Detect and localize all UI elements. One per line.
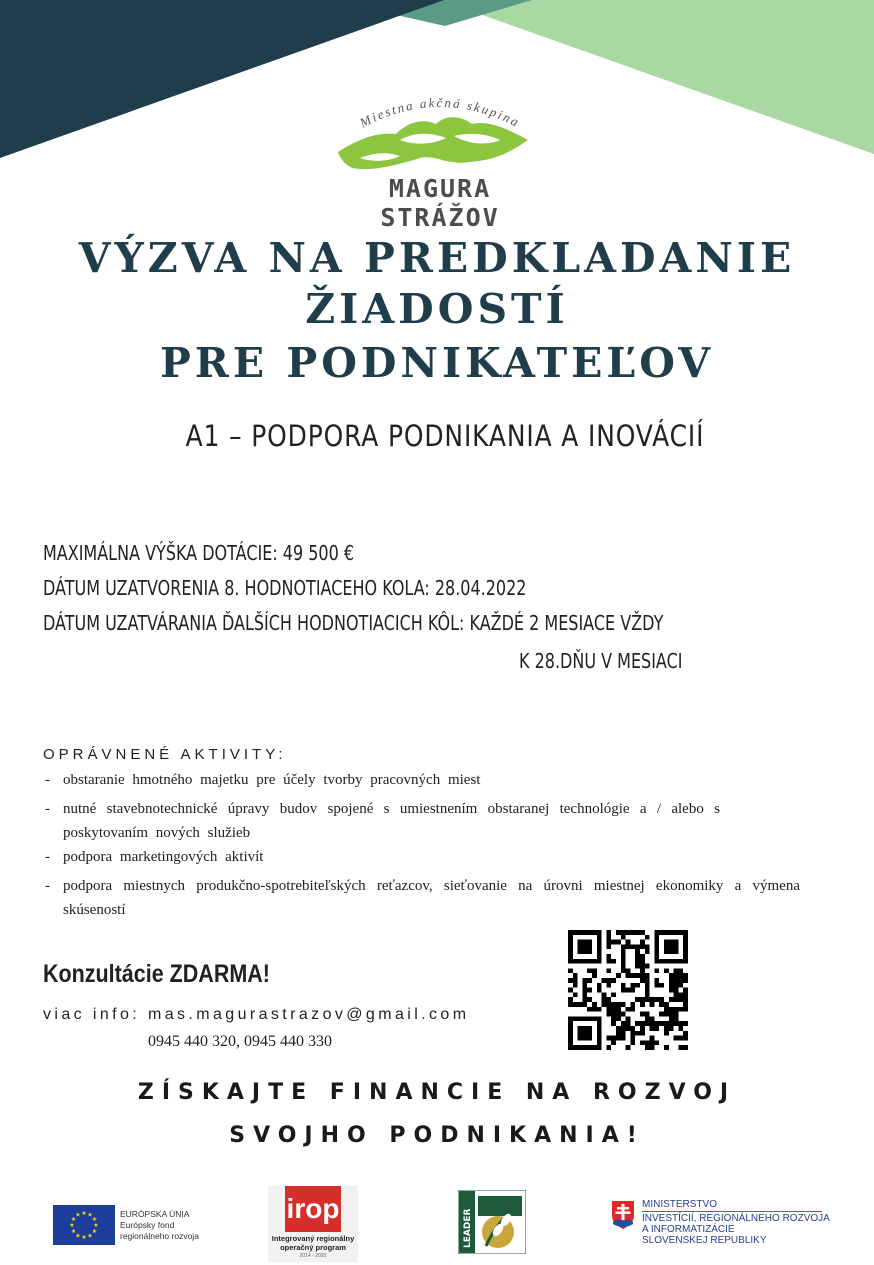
cta-line-2: SVOJHO PODNIKANIA! [229, 1123, 645, 1148]
page-title-line-2: ŽIADOSTÍ [305, 285, 569, 333]
irop-years: 2014 - 2020 [299, 1253, 327, 1259]
svg-text:★: ★ [81, 1210, 87, 1217]
ministry-divider [642, 1211, 822, 1212]
eu-stars-icon [53, 1205, 115, 1245]
logo-arc-text: Miestna akčná skupina [357, 94, 523, 131]
eu-line-1: EURÓPSKA ÚNIA [120, 1209, 190, 1219]
bullet-dash: - [45, 849, 50, 865]
eu-fund-text [120, 1209, 199, 1242]
eu-flag-logo [53, 1205, 115, 1245]
leader-icon [458, 1190, 526, 1254]
bullet-dash: - [45, 772, 50, 788]
page-title-line-3: PRE PODNIKATEĽOV [159, 339, 715, 387]
svg-text:★: ★ [81, 1234, 87, 1241]
activity-text: podpora miestnych produkčno-spotrebiteľských reťazcov, sieťovanie na úrovni miestnej ekonomiky a výmena skúseností [63, 878, 800, 918]
activity-item [45, 797, 720, 845]
irop-caption [268, 1234, 358, 1252]
activity-text: obstaranie hmotného majetku pre účely tvorby pracovných miest [63, 772, 481, 788]
svg-text:★: ★ [91, 1216, 98, 1223]
slovak-emblem-icon [611, 1200, 635, 1230]
program-subtitle: A1 – PODPORA PODNIKANIA A INOVÁCIÍ [185, 419, 705, 453]
activities-heading: OPRÁVNENÉ AKTIVITY: [43, 746, 287, 763]
contact-email-line: viac info: mas.magurastrazov@gmail.com [43, 1006, 470, 1023]
svg-text:★: ★ [87, 1232, 93, 1240]
consultation-heading: Konzultácie ZDARMA! [43, 960, 270, 988]
svg-text:★: ★ [93, 1222, 99, 1229]
svg-text:★: ★ [69, 1222, 75, 1229]
qr-code[interactable] [568, 930, 688, 1050]
closing-date: DÁTUM UZATVORENIA 8. HODNOTIACEHO KOLA: 28.04.2022 [43, 576, 527, 600]
ministry-line-2: INVESTÍCIÍ, REGIONÁLNEHO ROZVOJA [642, 1213, 830, 1224]
ministry-text [642, 1199, 830, 1246]
max-grant: MAXIMÁLNA VÝŠKA DOTÁCIE: 49 500 € [43, 541, 355, 565]
next-rounds-continued: K 28.DŇU V MESIACI [519, 649, 683, 673]
mountains-icon [330, 88, 550, 178]
svg-text:★: ★ [75, 1232, 81, 1240]
activity-item [45, 768, 805, 792]
contact-phones: 0945 440 320, 0945 440 330 [148, 1033, 332, 1050]
irop-mark: irop [285, 1186, 341, 1232]
bullet-dash: - [45, 801, 50, 817]
logo-name: MAGURA STRÁŽOV [380, 174, 500, 232]
svg-text:★: ★ [75, 1211, 81, 1219]
svg-text:★: ★ [70, 1216, 77, 1223]
svg-text:★: ★ [87, 1211, 93, 1219]
leader-logo [458, 1190, 526, 1254]
svg-text:★: ★ [70, 1228, 77, 1235]
mas-logo [330, 88, 550, 232]
ministry-line-4: SLOVENSKEJ REPUBLIKY [642, 1235, 767, 1246]
leader-text: LEADER [463, 1208, 473, 1248]
eu-line-2: Európsky fond [120, 1220, 175, 1230]
irop-line-2: operačný program [280, 1243, 346, 1252]
next-rounds: DÁTUM UZATVÁRANIA ĎALŠÍCH HODNOTIACICH KÔL: KAŽDÉ 2 MESIACE VŽDY [43, 611, 664, 635]
activity-item [45, 845, 805, 869]
page-title-line-1: VÝZVA NA PREDKLADANIE [78, 234, 796, 282]
eu-line-3: regionálneho rozvoja [120, 1231, 199, 1241]
irop-line-1: Integrovaný regionálny [271, 1234, 355, 1243]
irop-logo [268, 1186, 358, 1262]
cta-line-1: ZÍSKAJTE FINANCIE NA ROZVOJ [137, 1080, 737, 1105]
activity-item [45, 874, 800, 922]
bullet-dash: - [45, 878, 50, 894]
svg-text:★: ★ [91, 1228, 98, 1235]
ministry-line-1: MINISTERSTVO [642, 1199, 718, 1210]
ministry-line-3: A INFORMATIZÁCIE [642, 1224, 735, 1235]
activity-text: podpora marketingových aktivít [63, 849, 264, 865]
activity-text: nutné stavebnotechnické úpravy budov spojené s umiestnením obstaranej technológie a / alebo s poskytovaním nových služieb [63, 801, 720, 841]
